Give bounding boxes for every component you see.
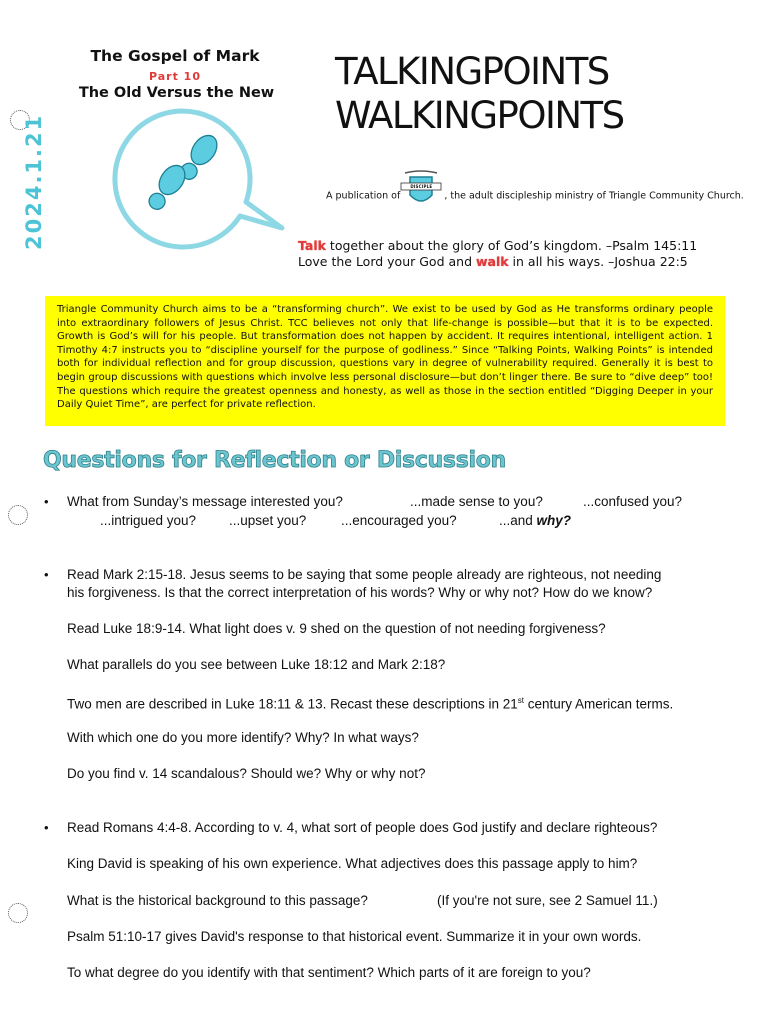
intro-box: [45, 296, 725, 426]
series-part: Part 10: [148, 70, 201, 83]
publication-line: [326, 183, 744, 209]
verse-line-2-text-b: in all his ways. –Joshua 22:5: [508, 254, 688, 269]
verse-line-2: [298, 254, 697, 270]
issue-date: 2024.1.21: [22, 113, 46, 250]
verse-lines: [298, 238, 697, 270]
q2-line-2: his forgiveness. Is that the correct interpretation of his words? Why or why not? How do we know?: [67, 585, 653, 600]
q2-two-men-a: Two men are described in Luke 18:11 & 13. Recast these descriptions in 21: [67, 696, 518, 712]
q1-why: why?: [536, 513, 572, 528]
q2-scandal: Do you find v. 14 scandalous? Should we? Why or why not?: [67, 766, 426, 781]
q1-f: ...encouraged you?: [341, 513, 457, 528]
series-subtitle: The Old Versus the New: [78, 85, 275, 101]
title-line-2: WALKINGPOINTS: [335, 94, 624, 137]
q3-degree: To what degree do you identify with that sentiment? Which parts of it are foreign to you?: [67, 965, 591, 980]
q2-identify: With which one do you more identify? Why? In what ways?: [67, 730, 419, 745]
disciple-logo-text: DISCIPLE: [410, 184, 433, 189]
q1-d: ...intrigued you?: [100, 513, 197, 528]
q2-two-men: [67, 692, 673, 714]
bullet: •: [44, 567, 49, 582]
verse-line-2-text-a: Love the Lord your God and: [298, 254, 476, 269]
punch-hole-icon: [8, 903, 28, 923]
bullet: •: [44, 494, 49, 509]
q1-b: ...made sense to you?: [410, 494, 543, 509]
q2-line-1: Read Mark 2:15-18. Jesus seems to be saying that some people already are righteous, not needing: [67, 567, 662, 582]
walk-highlight: walk: [475, 254, 509, 269]
verse-line-1: [298, 238, 697, 254]
q2-two-men-b: century American terms.: [524, 696, 674, 712]
q1-a: What from Sunday’s message interested you?: [67, 494, 343, 509]
q1-g-text: ...and: [499, 513, 537, 528]
talk-highlight: Talk: [298, 238, 326, 253]
q3-romans: Read Romans 4:4-8. According to v. 4, what sort of people does God justify and declare righteous?: [67, 820, 658, 835]
q3-history-b: (If you're not sure, see 2 Samuel 11.): [437, 893, 658, 908]
q3-david: King David is speaking of his own experience. What adjectives does this passage apply to him?: [67, 856, 638, 871]
title-line-1: TALKINGPOINTS: [335, 50, 609, 93]
series-title: The Gospel of Mark: [90, 47, 260, 65]
section-heading: Questions for Reflection or Discussion: [43, 448, 506, 473]
q2-parallels: What parallels do you see between Luke 18:12 and Mark 2:18?: [67, 657, 446, 672]
q1-c: ...confused you?: [583, 494, 683, 509]
q3-psalm: Psalm 51:10-17 gives David's response to that historical event. Summarize it in your own words.: [67, 929, 642, 944]
q1-g: [499, 512, 571, 530]
q2-two-men-sup: st: [517, 696, 524, 705]
bullet: •: [44, 820, 49, 835]
disciple-logo-icon: [400, 169, 442, 209]
intro-text: Triangle Community Church aims to be a “transforming church”. We exist to be used by God as He transforms ordinary people into extraordinary followers of Jesus Christ. TCC believes not only that life-change is possible—but that it is to be expected. Growth is God’s will for his people. But transformation does not happen by accident. It requires intentional, intelligent action. 1 Timothy 4:7 instructs you to “discipline yourself for the purpose of godliness.” Since “Talking Points, Walking Points” is intended both for individual reflection and for group discussion, questions vary in degree of vulnerability required. Generally it is best to begin group discussions with questions which involve less personal disclosure—but don’t linger there. Be sure to “dive deep” too! The questions which require the greatest openness and honesty, as well as those in the section entitled “Digging Deeper in your Daily Quiet Time”, are perfect for private reflection.: [57, 304, 713, 411]
publication-after: , the adult discipleship ministry of Triangle Community Church.: [444, 190, 744, 202]
speech-bubble-icon: [100, 108, 310, 258]
publication-before: A publication of: [326, 190, 401, 202]
verse-line-1-text: together about the glory of God’s kingdom. –Psalm 145:11: [325, 238, 698, 253]
q2-luke: Read Luke 18:9-14. What light does v. 9 shed on the question of not needing forgiveness?: [67, 621, 606, 636]
punch-hole-icon: [8, 505, 28, 525]
q3-history-a: What is the historical background to this passage?: [67, 893, 368, 908]
main-title: [335, 50, 675, 138]
q1-e: ...upset you?: [229, 513, 307, 528]
